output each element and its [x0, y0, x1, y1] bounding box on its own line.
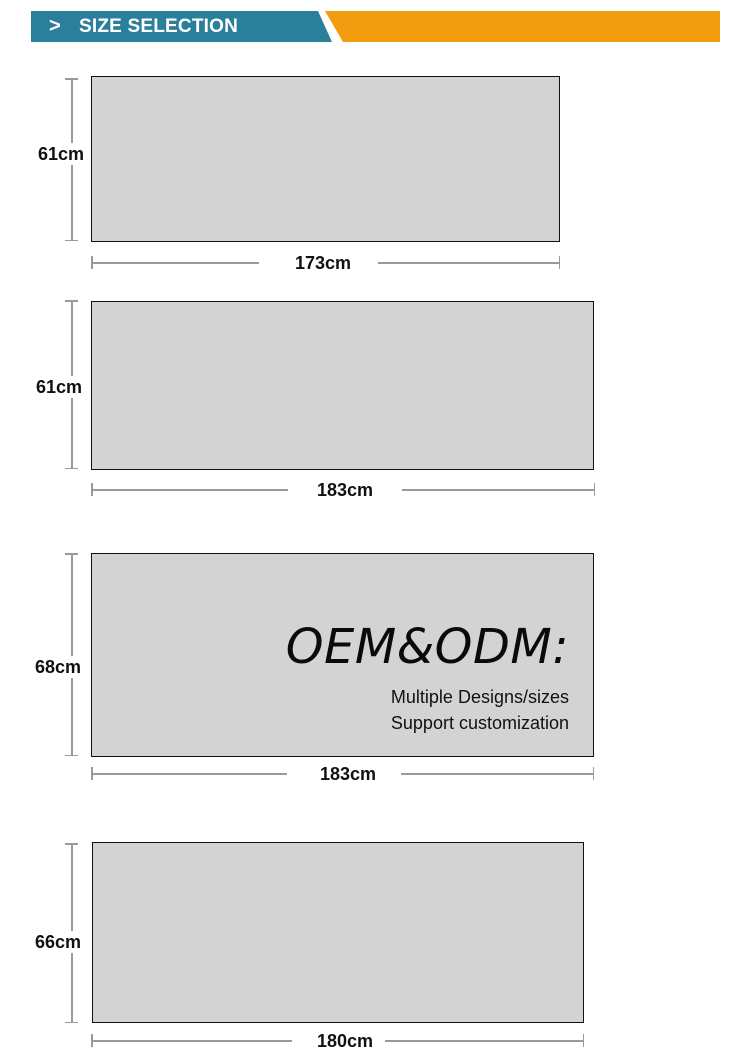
- height-label: 61cm: [38, 144, 85, 164]
- section-title: SIZE SELECTION: [79, 16, 239, 37]
- width-label: 183cm: [313, 479, 377, 501]
- height-label: 61cm: [36, 377, 83, 397]
- promo-line-designs: Multiple Designs/sizes: [390, 687, 569, 707]
- rug-preview: [92, 842, 584, 1023]
- width-label: 173cm: [291, 252, 355, 274]
- height-label: 68cm: [35, 657, 82, 677]
- promo-line-customization: Support customization: [390, 713, 569, 733]
- section-header-banner: [31, 11, 720, 42]
- height-dimension-line: [65, 553, 79, 756]
- height-label: 66cm: [35, 932, 82, 952]
- width-label: 180cm: [313, 1030, 377, 1052]
- rug-preview: [91, 553, 594, 757]
- rug-preview: [91, 76, 560, 242]
- oem-odm-heading: OEM&ODM:: [285, 619, 569, 675]
- chevron-right-icon: >: [49, 15, 61, 37]
- width-label: 183cm: [316, 763, 380, 785]
- rug-preview: [91, 301, 594, 470]
